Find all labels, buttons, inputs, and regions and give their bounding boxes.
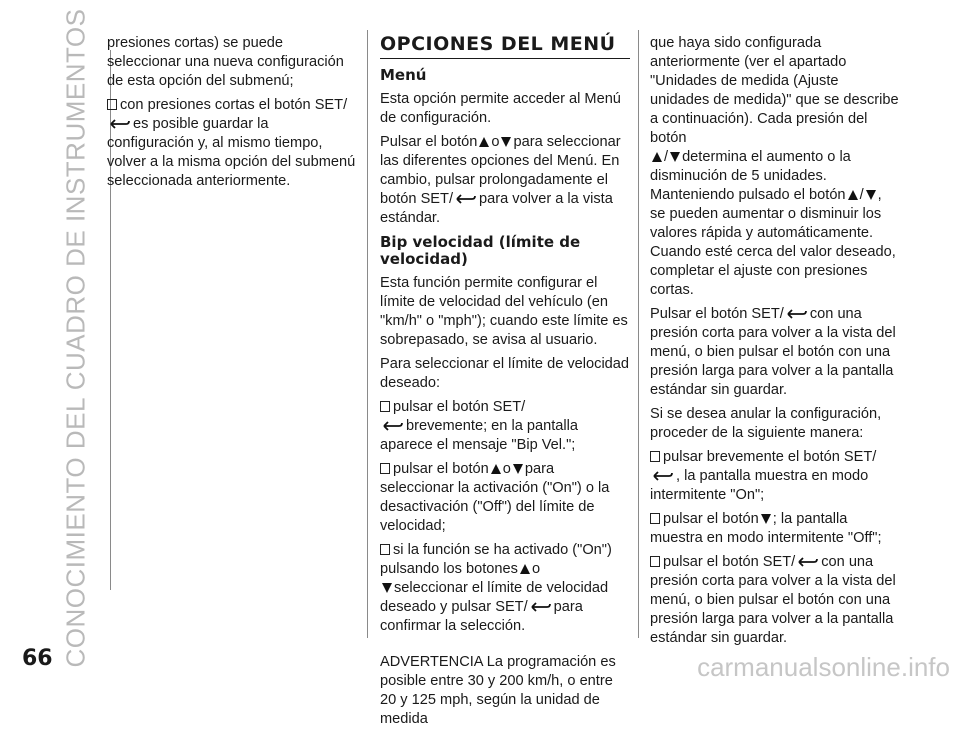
subheading-menu: Menú xyxy=(380,66,427,84)
paragraph: Esta opción permite acceder al Menú de configuración. xyxy=(380,91,621,126)
set-return-icon xyxy=(787,309,807,319)
square-bullet-icon xyxy=(650,513,660,524)
text: con una presión corta para volver a la vista del menú, o bien pulsar el botón con una presión larga para volver a la pantalla estándar sin guardar. xyxy=(650,306,896,398)
list-item xyxy=(380,398,630,455)
triangle-down-icon xyxy=(381,582,393,594)
triangle-up-icon xyxy=(847,189,859,201)
text: brevemente; en la pantalla aparece el mensaje "Bip Vel."; xyxy=(380,418,578,453)
paragraph xyxy=(380,133,630,228)
set-return-icon xyxy=(531,602,551,612)
text: pulsar el botón SET/ xyxy=(393,399,526,415)
triangle-up-icon xyxy=(519,563,531,575)
text: seleccionar el límite de velocidad deseado y pulsar SET/ xyxy=(380,580,609,615)
square-bullet-icon xyxy=(380,463,390,474)
triangle-up-icon xyxy=(478,136,490,148)
text: para seleccionar la activación ("On") o la desactivación ("Off") del límite de velocidad; xyxy=(380,461,610,534)
page-number: 66 xyxy=(22,646,53,671)
triangle-down-icon xyxy=(865,189,877,201)
text: Pulsar el botón SET/ xyxy=(650,306,784,322)
list-item xyxy=(650,510,900,548)
set-return-icon xyxy=(383,421,403,431)
set-return-icon xyxy=(798,557,818,567)
square-bullet-icon xyxy=(650,556,660,567)
text: pulsar el botón xyxy=(663,511,759,527)
square-bullet-icon xyxy=(380,544,390,555)
watermark: carmanualsonline.info xyxy=(697,652,950,682)
text: pulsar el botón SET/ xyxy=(663,554,796,570)
text: o xyxy=(491,134,500,150)
side-section-title: CONOCIMIENTO DEL CUADRO DE INSTRUMENTOS xyxy=(60,8,91,668)
triangle-down-icon xyxy=(760,513,772,525)
text: Pulsar el botón xyxy=(380,134,478,150)
column-1 xyxy=(107,34,357,196)
section-heading: OPCIONES DEL MENÚ xyxy=(380,34,630,59)
list-item xyxy=(380,460,630,536)
square-bullet-icon xyxy=(107,99,117,110)
text: para volver a la vista estándar. xyxy=(380,191,613,226)
list-item xyxy=(650,553,900,648)
list-item xyxy=(107,96,357,191)
text: ; la pantalla muestra en modo intermitente "Off"; xyxy=(650,511,882,546)
text: es posible guardar la configuración y, al mismo tiempo, volver a la misma opción del submenú seleccionada anteriormente. xyxy=(107,116,356,189)
triangle-up-icon xyxy=(490,463,502,475)
text: pulsar brevemente el botón SET/ xyxy=(663,449,877,465)
text: o xyxy=(531,561,541,577)
column-divider-2 xyxy=(638,30,639,638)
triangle-up-icon xyxy=(651,151,663,163)
triangle-down-icon xyxy=(500,136,512,148)
text: pulsar el botón xyxy=(393,461,489,477)
text: para seleccionar las diferentes opciones del Menú. En cambio, pulsar prolongadamente el botón SET/ xyxy=(380,134,621,207)
list-item xyxy=(380,541,630,636)
text: que haya sido configurada anteriormente (ver el apartado "Unidades de medida (Ajuste unidades de medida)" que se describe a continuación). Cada presión del botón xyxy=(650,35,899,146)
text: con presiones cortas el botón SET/ xyxy=(120,97,348,113)
set-return-icon xyxy=(653,471,673,481)
text: para confirmar la selección. xyxy=(380,599,583,634)
column-divider-1 xyxy=(367,30,368,638)
text: , se pueden aumentar o disminuir los valores rápida y automáticamente. Cuando esté cerca del valor deseado, completar el ajuste con presiones cortas. xyxy=(650,187,896,298)
text: o xyxy=(502,461,511,477)
paragraph: Esta función permite configurar el límite de velocidad del vehículo (en "km/h" o "mph"); cuando este límite es sobrepasado, se avisa al usuario. xyxy=(380,275,628,348)
subheading-speed-beep: Bip velocidad (límite de velocidad) xyxy=(380,233,581,268)
warning-paragraph: ADVERTENCIA La programación es posible entre 30 y 200 km/h, o entre 20 y 125 mph, según la unidad de medida xyxy=(380,654,616,727)
paragraph: presiones cortas) se puede seleccionar una nueva configuración de esta opción del submenú; xyxy=(107,35,344,89)
triangle-down-icon xyxy=(512,463,524,475)
text: determina el aumento o la disminución de 5 unidades. Manteniendo pulsado el botón xyxy=(650,149,851,203)
square-bullet-icon xyxy=(650,451,660,462)
square-bullet-icon xyxy=(380,401,390,412)
paragraph: Si se desea anular la configuración, proceder de la siguiente manera: xyxy=(650,406,882,441)
set-return-icon xyxy=(110,119,130,129)
paragraph xyxy=(650,34,900,300)
text: , la pantalla muestra en modo intermitente "On"; xyxy=(650,468,869,503)
column-3 xyxy=(650,34,900,653)
triangle-down-icon xyxy=(669,151,681,163)
text: / xyxy=(859,187,864,203)
set-return-icon xyxy=(456,194,476,204)
text: si la función se ha activado ("On") pulsando los botones xyxy=(380,542,612,577)
text: / xyxy=(664,149,669,165)
text: con una presión corta para volver a la vista del menú, o bien pulsar el botón con una presión larga para volver a la pantalla estándar sin guardar. xyxy=(650,554,896,646)
paragraph xyxy=(650,305,900,400)
list-item xyxy=(650,448,900,505)
paragraph: Para seleccionar el límite de velocidad deseado: xyxy=(380,356,630,391)
column-2 xyxy=(380,34,630,734)
